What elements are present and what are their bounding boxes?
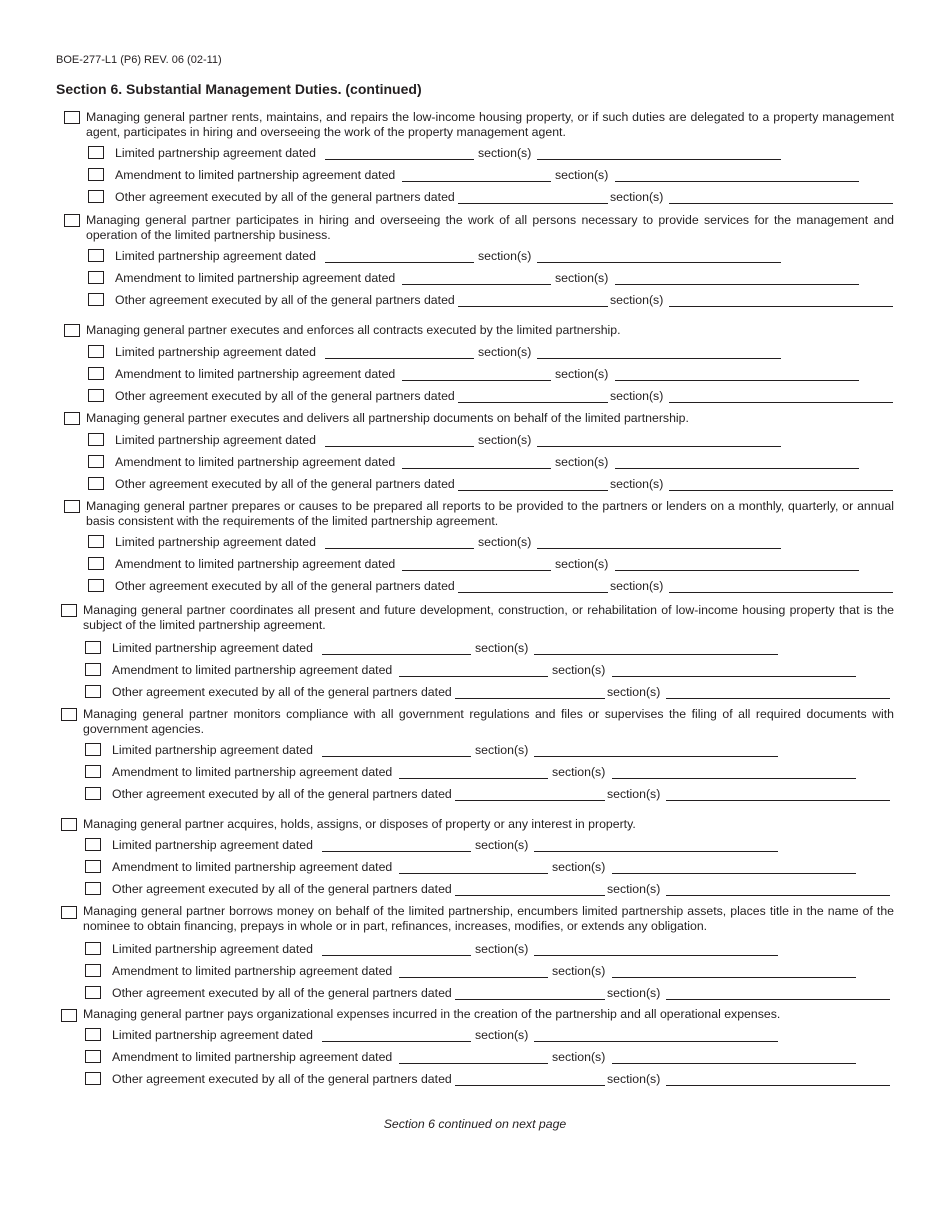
duty-text: Managing general partner rents, maintains, and repairs the low-income housing property, or if such duties are delegated to a property management agent, participates in hiring and overseeing the work of the property management agent. <box>86 110 894 139</box>
option-checkbox[interactable] <box>85 1028 101 1041</box>
option-checkbox[interactable] <box>85 743 101 756</box>
option-label: Amendment to limited partnership agreement dated <box>115 168 396 182</box>
sections-label: section(s) <box>607 787 661 801</box>
sections-field[interactable] <box>669 203 893 204</box>
option-lpa <box>0 942 950 958</box>
option-checkbox[interactable] <box>88 271 104 284</box>
option-other <box>0 389 950 405</box>
sections-field[interactable] <box>537 358 781 359</box>
sections-field[interactable] <box>612 1063 856 1064</box>
sections-label: section(s) <box>478 433 532 447</box>
option-checkbox[interactable] <box>88 433 104 446</box>
option-label: Limited partnership agreement dated <box>115 535 316 549</box>
sections-field[interactable] <box>537 548 781 549</box>
sections-field[interactable] <box>666 999 890 1000</box>
option-other <box>0 190 950 206</box>
duty-checkbox[interactable] <box>61 1009 77 1022</box>
duty-checkbox[interactable] <box>64 111 80 124</box>
sections-label: section(s) <box>610 579 664 593</box>
duty-checkbox[interactable] <box>61 604 77 617</box>
sections-label: section(s) <box>552 663 606 677</box>
sections-label: section(s) <box>610 293 664 307</box>
option-other <box>0 787 950 803</box>
option-label: Amendment to limited partnership agreement dated <box>112 663 393 677</box>
duty-text: Managing general partner coordinates all present and future development, construction, or rehabilitation of low-income housing property that is the subject of the limited partnership agreement. <box>83 603 894 632</box>
option-lpa <box>0 1028 950 1044</box>
date-field[interactable] <box>455 895 605 896</box>
option-lpa <box>0 146 950 162</box>
sections-field[interactable] <box>534 756 778 757</box>
option-lpa <box>0 838 950 854</box>
duty-text: Managing general partner participates in hiring and overseeing the work of all persons necessary to provide services for the management and operation of the limited partnership business. <box>86 213 894 242</box>
date-field[interactable] <box>402 468 551 469</box>
sections-field[interactable] <box>669 490 893 491</box>
sections-field[interactable] <box>537 159 781 160</box>
date-field[interactable] <box>322 1041 471 1042</box>
duty-text: Managing general partner monitors compliance with all government regulations and files or supervises the filing of all required documents with government agencies. <box>83 707 894 736</box>
date-field[interactable] <box>402 380 551 381</box>
date-field[interactable] <box>399 977 548 978</box>
option-label: Other agreement executed by all of the general partners dated <box>112 986 452 1000</box>
option-checkbox[interactable] <box>88 579 104 592</box>
date-field[interactable] <box>399 778 548 779</box>
option-label: Amendment to limited partnership agreement dated <box>115 455 396 469</box>
sections-label: section(s) <box>555 271 609 285</box>
date-field[interactable] <box>458 306 608 307</box>
date-field[interactable] <box>322 756 471 757</box>
date-field[interactable] <box>399 676 548 677</box>
sections-field[interactable] <box>612 676 856 677</box>
sections-field[interactable] <box>615 181 859 182</box>
option-lpa <box>0 433 950 449</box>
option-label: Other agreement executed by all of the general partners dated <box>115 477 455 491</box>
sections-label: section(s) <box>610 190 664 204</box>
option-other <box>0 882 950 898</box>
date-field[interactable] <box>399 873 548 874</box>
date-field[interactable] <box>325 358 474 359</box>
sections-label: section(s) <box>475 838 529 852</box>
continued-note: Section 6 continued on next page <box>383 1117 567 1131</box>
date-field[interactable] <box>322 851 471 852</box>
sections-label: section(s) <box>610 389 664 403</box>
date-field[interactable] <box>322 654 471 655</box>
sections-field[interactable] <box>612 977 856 978</box>
option-label: Limited partnership agreement dated <box>115 433 316 447</box>
sections-label: section(s) <box>607 986 661 1000</box>
option-checkbox[interactable] <box>88 367 104 380</box>
option-amendment <box>0 168 950 184</box>
option-checkbox[interactable] <box>85 641 101 654</box>
duty-checkbox[interactable] <box>64 412 80 425</box>
sections-field[interactable] <box>537 446 781 447</box>
sections-label: section(s) <box>555 168 609 182</box>
option-checkbox[interactable] <box>88 190 104 203</box>
date-field[interactable] <box>455 698 605 699</box>
option-label: Limited partnership agreement dated <box>112 1028 313 1042</box>
sections-label: section(s) <box>475 641 529 655</box>
option-checkbox[interactable] <box>88 146 104 159</box>
option-label: Amendment to limited partnership agreement dated <box>112 860 393 874</box>
date-field[interactable] <box>322 955 471 956</box>
option-label: Other agreement executed by all of the general partners dated <box>115 190 455 204</box>
option-label: Limited partnership agreement dated <box>115 249 316 263</box>
sections-field[interactable] <box>666 698 890 699</box>
option-label: Amendment to limited partnership agreement dated <box>115 557 396 571</box>
date-field[interactable] <box>402 570 551 571</box>
option-label: Other agreement executed by all of the general partners dated <box>112 882 452 896</box>
sections-field[interactable] <box>669 306 893 307</box>
sections-label: section(s) <box>610 477 664 491</box>
date-field[interactable] <box>458 592 608 593</box>
option-label: Limited partnership agreement dated <box>115 146 316 160</box>
option-amendment <box>0 765 950 781</box>
sections-label: section(s) <box>475 942 529 956</box>
sections-field[interactable] <box>534 1041 778 1042</box>
date-field[interactable] <box>455 999 605 1000</box>
duty-text: Managing general partner executes and delivers all partnership documents on behalf of the limited partnership. <box>86 411 689 425</box>
option-checkbox[interactable] <box>88 345 104 358</box>
sections-label: section(s) <box>607 685 661 699</box>
duty-text: Managing general partner prepares or causes to be prepared all reports to be provided to the partners or lenders on a monthly, quarterly, or annual basis consistent with the requirements of the limited partnership agreement. <box>86 499 894 528</box>
date-field[interactable] <box>455 1085 605 1086</box>
option-other <box>0 986 950 1002</box>
option-label: Amendment to limited partnership agreement dated <box>115 271 396 285</box>
date-field[interactable] <box>325 159 474 160</box>
sections-label: section(s) <box>478 535 532 549</box>
option-checkbox[interactable] <box>85 838 101 851</box>
option-checkbox[interactable] <box>88 168 104 181</box>
option-amendment <box>0 367 950 383</box>
date-field[interactable] <box>399 1063 548 1064</box>
duty-checkbox[interactable] <box>64 500 80 513</box>
duty-checkbox[interactable] <box>64 324 80 337</box>
sections-field[interactable] <box>534 851 778 852</box>
option-checkbox[interactable] <box>85 1050 101 1063</box>
sections-label: section(s) <box>607 882 661 896</box>
sections-field[interactable] <box>615 468 859 469</box>
option-label: Other agreement executed by all of the general partners dated <box>112 685 452 699</box>
option-checkbox[interactable] <box>88 477 104 490</box>
option-amendment <box>0 964 950 980</box>
option-amendment <box>0 455 950 471</box>
option-checkbox[interactable] <box>85 663 101 676</box>
date-field[interactable] <box>458 203 608 204</box>
option-checkbox[interactable] <box>85 986 101 999</box>
option-label: Amendment to limited partnership agreement dated <box>112 1050 393 1064</box>
duty-text: Managing general partner executes and enforces all contracts executed by the limited partnership. <box>86 323 621 337</box>
option-label: Other agreement executed by all of the general partners dated <box>115 293 455 307</box>
sections-field[interactable] <box>537 262 781 263</box>
sections-label: section(s) <box>552 1050 606 1064</box>
sections-field[interactable] <box>534 654 778 655</box>
date-field[interactable] <box>402 284 551 285</box>
sections-field[interactable] <box>612 778 856 779</box>
option-label: Limited partnership agreement dated <box>115 345 316 359</box>
option-label: Other agreement executed by all of the general partners dated <box>112 1072 452 1086</box>
option-other <box>0 579 950 595</box>
sections-label: section(s) <box>478 249 532 263</box>
option-checkbox[interactable] <box>85 882 101 895</box>
option-checkbox[interactable] <box>85 787 101 800</box>
sections-label: section(s) <box>555 455 609 469</box>
sections-field[interactable] <box>666 1085 890 1086</box>
option-other <box>0 685 950 701</box>
sections-field[interactable] <box>666 895 890 896</box>
option-label: Amendment to limited partnership agreement dated <box>112 964 393 978</box>
option-label: Other agreement executed by all of the general partners dated <box>112 787 452 801</box>
option-checkbox[interactable] <box>88 249 104 262</box>
date-field[interactable] <box>455 800 605 801</box>
sections-label: section(s) <box>552 765 606 779</box>
duty-checkbox[interactable] <box>61 906 77 919</box>
section-title: Section 6. Substantial Management Duties. (continued) <box>56 81 422 97</box>
option-label: Amendment to limited partnership agreement dated <box>115 367 396 381</box>
option-label: Limited partnership agreement dated <box>112 743 313 757</box>
duty-text: Managing general partner acquires, holds, assigns, or disposes of property or any interest in property. <box>83 817 636 831</box>
option-lpa <box>0 641 950 657</box>
option-other <box>0 1072 950 1088</box>
sections-label: section(s) <box>552 964 606 978</box>
sections-field[interactable] <box>615 380 859 381</box>
date-field[interactable] <box>325 262 474 263</box>
form-id: BOE-277-L1 (P6) REV. 06 (02-11) <box>56 54 222 66</box>
option-other <box>0 477 950 493</box>
sections-label: section(s) <box>478 146 532 160</box>
option-label: Limited partnership agreement dated <box>112 838 313 852</box>
option-checkbox[interactable] <box>85 1072 101 1085</box>
option-lpa <box>0 249 950 265</box>
option-amendment <box>0 1050 950 1066</box>
option-other <box>0 293 950 309</box>
date-field[interactable] <box>458 402 608 403</box>
option-amendment <box>0 860 950 876</box>
option-amendment <box>0 557 950 573</box>
sections-field[interactable] <box>666 800 890 801</box>
date-field[interactable] <box>325 548 474 549</box>
sections-label: section(s) <box>475 743 529 757</box>
sections-field[interactable] <box>615 570 859 571</box>
date-field[interactable] <box>458 490 608 491</box>
option-checkbox[interactable] <box>85 765 101 778</box>
duty-checkbox[interactable] <box>61 818 77 831</box>
option-checkbox[interactable] <box>88 455 104 468</box>
option-checkbox[interactable] <box>85 942 101 955</box>
option-checkbox[interactable] <box>88 535 104 548</box>
sections-label: section(s) <box>552 860 606 874</box>
sections-field[interactable] <box>669 402 893 403</box>
sections-label: section(s) <box>475 1028 529 1042</box>
option-label: Limited partnership agreement dated <box>112 641 313 655</box>
option-amendment <box>0 271 950 287</box>
date-field[interactable] <box>402 181 551 182</box>
option-checkbox[interactable] <box>88 557 104 570</box>
option-checkbox[interactable] <box>88 293 104 306</box>
duty-checkbox[interactable] <box>64 214 80 227</box>
duty-text: Managing general partner pays organizational expenses incurred in the creation of the partnership and all operational expenses. <box>83 1007 781 1021</box>
duty-text: Managing general partner borrows money on behalf of the limited partnership, encumbers limited partnership assets, places title in the name of the nominee to obtain financing, prepays in whole or in part, refinances, increases, modifies, or extends any obligation. <box>83 904 894 933</box>
option-checkbox[interactable] <box>85 685 101 698</box>
option-lpa <box>0 345 950 361</box>
sections-label: section(s) <box>555 557 609 571</box>
option-checkbox[interactable] <box>85 860 101 873</box>
sections-field[interactable] <box>669 592 893 593</box>
option-label: Other agreement executed by all of the general partners dated <box>115 389 455 403</box>
option-lpa <box>0 743 950 759</box>
date-field[interactable] <box>325 446 474 447</box>
option-amendment <box>0 663 950 679</box>
option-label: Limited partnership agreement dated <box>112 942 313 956</box>
sections-label: section(s) <box>607 1072 661 1086</box>
sections-label: section(s) <box>478 345 532 359</box>
option-checkbox[interactable] <box>85 964 101 977</box>
option-lpa <box>0 535 950 551</box>
sections-label: section(s) <box>555 367 609 381</box>
option-checkbox[interactable] <box>88 389 104 402</box>
duty-checkbox[interactable] <box>61 708 77 721</box>
option-label: Amendment to limited partnership agreement dated <box>112 765 393 779</box>
sections-field[interactable] <box>612 873 856 874</box>
sections-field[interactable] <box>615 284 859 285</box>
sections-field[interactable] <box>534 955 778 956</box>
option-label: Other agreement executed by all of the general partners dated <box>115 579 455 593</box>
